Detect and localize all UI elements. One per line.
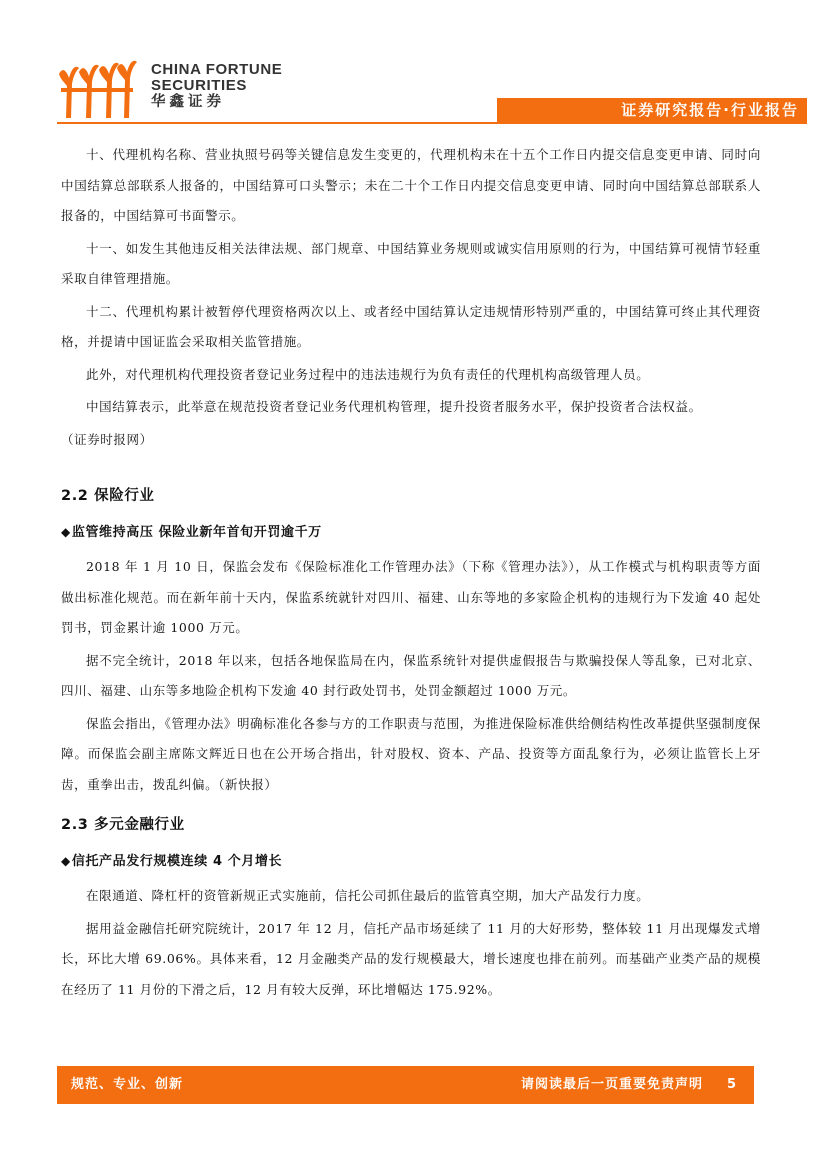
paragraph: 据不完全统计，2018 年以来，包括各地保监局在内，保监系统针对提供虚假报告与欺骗投保人等乱象，已对北京、四川、福建、山东等多地险企机构下发逾 40 封行政处罚书，处罚金额超过 1000 万元。 (61, 652, 761, 698)
logo-cn: 华鑫证券 (151, 94, 225, 111)
disclaimer-link: 请阅读最后一页重要免责声明 (520, 1077, 703, 1092)
subsection-title-text: 信托产品发行规模连续 4 个月增长 (71, 854, 283, 869)
paragraph: 十二、代理机构累计被暂停代理资格两次以上、或者经中国结算认定违规情形特别严重的，中国结算可终止其代理资格，并提请中国证监会采取相关监管措施。 (61, 303, 761, 349)
logo-en-line2: SECURITIES (151, 77, 248, 95)
page-number: 5 (726, 1077, 737, 1092)
report-type-banner: 证券研究报告·行业报告 (497, 98, 807, 122)
paragraph: 保监会指出，《管理办法》明确标准化各参与方的工作职责与范围，为推进保险标准供给侧结构性改革提供坚强制度保障。而保监会副主席陈文辉近日也在公开场合指出，针对股权、资本、产品、投资等方面乱象行为，必须让监管长上牙齿，重拳出击，拨乱纠偏。（新快报） (61, 715, 761, 792)
paragraph: 在限通道、降杠杆的资管新规正式实施前，信托公司抓住最后的监管真空期，加大产品发行力度。 (86, 888, 650, 903)
paragraph: 十、代理机构名称、营业执照号码等关键信息发生变更的，代理机构未在十五个工作日内提交信息变更申请、同时向中国结算总部联系人报备的，中国结算可口头警示；未在二十个工作日内提交信息变更申请、同时向中国结算总部联系人报备的，中国结算可书面警示。 (61, 147, 761, 223)
paragraph: 据用益金融信托研究院统计，2017 年 12 月，信托产品市场延续了 11 月的大好形势，整体较 11 月出现爆发式增长，环比大增 69.06%。具体来看，12 月金融类产品的发行规模最大，增长速度也排在前列。而基础产业类产品的规模在经历了 11 月份的下滑之后，12 月有较大反弹，环比增幅达 175.92%。 (61, 920, 761, 997)
paragraph: 2018 年 1 月 10 日，保监会发布《保险标准化工作管理办法》（下称《管理办法》），从工作模式与机构职责等方面做出标准化规范。而在新年前十天内，保监系统就针对四川、福建、山东等地的多家险企机构的违规行为下发逾 40 起处罚书，罚金累计逾 1000 万元。 (61, 559, 761, 635)
subsection-title-text: 监管维持高压 保险业新年首旬开罚逾千万 (71, 525, 322, 540)
subsection-title (61, 850, 761, 873)
source-note: （证券时报网） (61, 431, 153, 447)
section-title-diversified-finance: 2.3 多元金融行业 (61, 817, 185, 833)
company-logo-icon (57, 58, 139, 122)
page-footer (57, 1066, 754, 1104)
diamond-bullet-icon: ◆ (61, 525, 71, 539)
page-header (57, 58, 799, 124)
section-title-insurance: 2.2 保险行业 (61, 488, 155, 504)
paragraph: 十一、如发生其他违反相关法律法规、部门规章、中国结算业务规则或诚实信用原则的行为，中国结算可视情节轻重采取自律管理措施。 (61, 240, 761, 286)
header-divider (57, 122, 807, 124)
footer-disclaimer (521, 1066, 737, 1104)
subsection-title (61, 521, 761, 544)
logo-en-line1: CHINA FORTUNE (151, 61, 283, 78)
diamond-bullet-icon: ◆ (61, 854, 71, 868)
paragraph: 中国结算表示，此举意在规范投资者登记业务代理机构管理，提升投资者服务水平，保护投资者合法权益。 (86, 399, 702, 414)
footer-slogan: 规范、专业、创新 (71, 1077, 184, 1092)
main-content (61, 140, 761, 1005)
company-name (151, 62, 282, 111)
paragraph: 此外，对代理机构代理投资者登记业务过程中的违法违规行为负有责任的代理机构高级管理人员。 (86, 366, 650, 382)
